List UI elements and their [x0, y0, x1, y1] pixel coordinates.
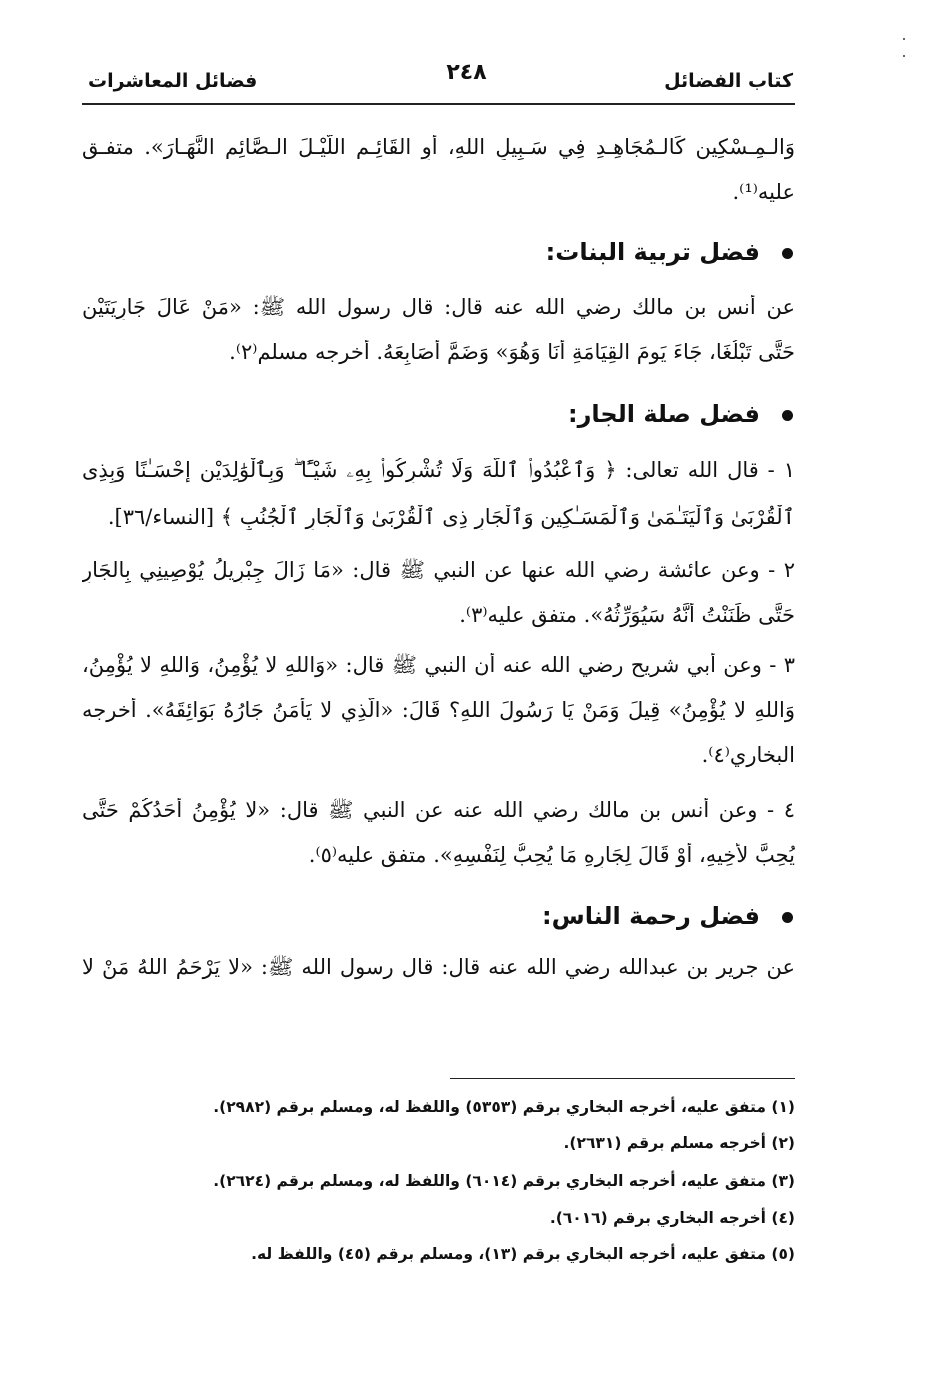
section-heading [542, 902, 793, 930]
bullet-icon [782, 410, 793, 421]
scan-speck [903, 55, 905, 57]
footnote: (٤) أخرجه البخاري برقم (٦٠١٦). [549, 1209, 795, 1227]
chapter-title: فضائل المعاشرات [88, 70, 258, 92]
footnote-rule [450, 1078, 795, 1079]
footnote: (١) متفق عليه، أخرجه البخاري برقم (٥٣٥٣) واللفظ له، ومسلم برقم (٢٩٨٢). [213, 1098, 795, 1116]
section-heading [546, 238, 793, 266]
bullet-icon [782, 912, 793, 923]
body-line: ٢ - وعن عائشة رضي الله عنها عن النبي ﷺ قال: «مَا زَالَ جِبْرِيلُ يُوْصِينِي بِالجَارِ [82, 558, 795, 582]
scan-speck [903, 38, 905, 40]
bullet-icon [782, 248, 793, 259]
footnote: (٥) متفق عليه، أخرجه البخاري برقم (١٣)، ومسلم برقم (٤٥) واللفظ له. [251, 1245, 795, 1263]
section-heading-text: فضل رحمة الناس: [541, 902, 760, 930]
section-heading-text: فضل تربية البنات: [545, 238, 760, 266]
page-number: ٢٤٨ [446, 60, 487, 85]
body-line: حَتَّى ظَنَنْتُ أَنَّهُ سَيُوَرِّثُهُ». متفق عليه⁽٣⁾. [459, 603, 795, 627]
body-line: حَتَّى تَبْلُغَا، جَاءَ يَومَ القِيَامَةِ أَنَا وَهُوَ» وَضَمَّ أَصَابِعَهُ. أخرجه مسلم⁽٢⁾. [229, 340, 795, 364]
body-line: ٤ - وعن أنس بن مالك رضي الله عنه عن النبي ﷺ قال: «لا يُؤْمِنُ أَحَدُكُمْ حَتَّى [82, 798, 795, 822]
body-line: وَالـمِـسْكِينِ كَالـمُجَاهِـدِ فِي سَـبِيلِ اللهِ، أَوِ القَائِـمِ اللَّيْـلَ الـصَّائِمِ النَّهَـارَ». متفـق [82, 135, 795, 159]
body-line: عن جرير بن عبدالله رضي الله عنه قال: قال رسول الله ﷺ: «لا يَرْحَمُ اللهُ مَنْ لا [82, 955, 795, 979]
body-line: ٣ - وعن أبي شريح رضي الله عنه أن النبي ﷺ قال: «وَاللهِ لا يُؤْمِنُ، وَاللهِ لا يُؤْمِنُ، [82, 653, 795, 677]
body-line: عليه⁽¹⁾. [732, 180, 795, 204]
body-line: ١ - قال الله تعالى: ﴿ وَٱعْبُدُوا۟ ٱللَّهَ وَلَا تُشْرِكُوا۟ بِهِۦ شَيْـًٔا ۖ وَبِٱلْوَٰلِدَيْنِ إِحْسَـٰنًا وَبِذِى [82, 458, 795, 482]
body-line: وَاللهِ لا يُؤْمِنُ» قِيلَ وَمَنْ يَا رَسُولَ اللهِ؟ قَالَ: «الَّذِي لا يَأْمَنُ جَارُهُ بَوَائِقَهُ». أخرجه [82, 698, 795, 722]
body-line: البخاري⁽٤⁾. [701, 743, 795, 767]
section-heading-text: فضل صلة الجار: [568, 400, 760, 428]
body-line: ٱلْقُرْبَىٰ وَٱلْيَتَـٰمَىٰ وَٱلْمَسَـٰكِينِ وَٱلْجَارِ ذِى ٱلْقُرْبَىٰ وَٱلْجَارِ ٱلْجُنُبِ ﴾ [النساء/٣٦]. [107, 505, 795, 529]
body-line: يُحِبَّ لأَخِيهِ، أَوْ قَالَ لِجَارِهِ مَا يُحِبُّ لِنَفْسِهِ». متفق عليه⁽٥⁾. [308, 843, 795, 867]
footnote: (٢) أخرجه مسلم برقم (٢٦٣١). [563, 1134, 795, 1152]
body-line: عن أنس بن مالك رضي الله عنه قال: قال رسول الله ﷺ: «مَنْ عَالَ جَارِيَتَيْنِ [82, 295, 795, 319]
section-heading [568, 400, 793, 428]
footnote: (٣) متفق عليه، أخرجه البخاري برقم (٦٠١٤) واللفظ له، ومسلم برقم (٢٦٢٤). [213, 1172, 795, 1190]
header-rule [82, 103, 795, 105]
book-title: كتاب الفضائل [664, 70, 793, 92]
